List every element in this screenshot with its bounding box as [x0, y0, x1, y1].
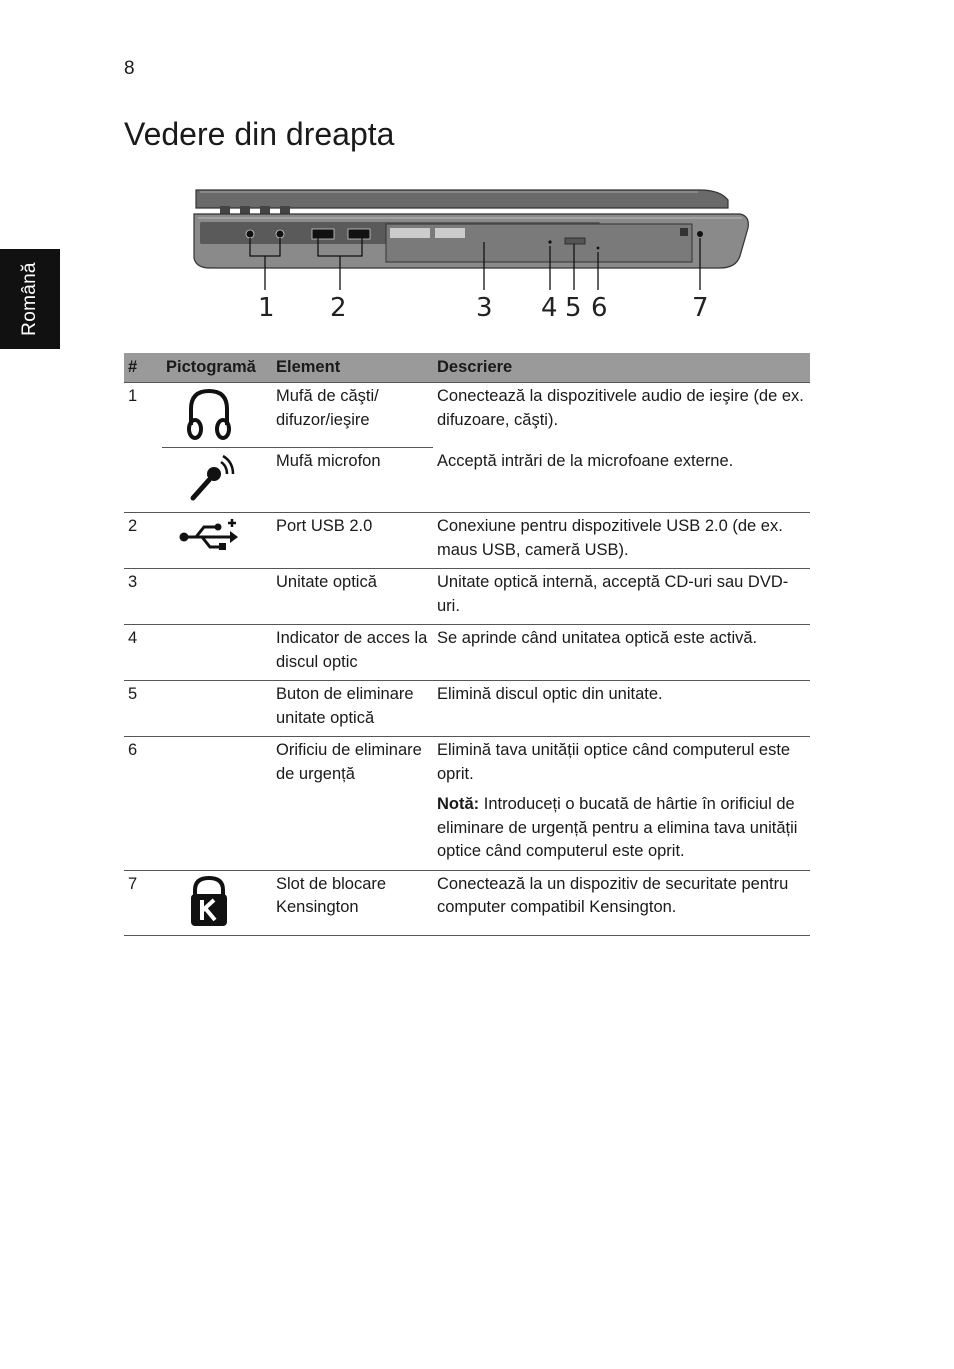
microphone-icon [174, 450, 244, 506]
row-note [437, 793, 806, 864]
row-element: Unitate optică [272, 569, 433, 625]
row-num: 7 [124, 870, 162, 935]
language-tab-label: Română [19, 262, 40, 336]
row-description-cell [433, 737, 810, 871]
language-tab [0, 249, 60, 349]
row-element: Slot de blocare Kensington [272, 870, 433, 935]
row-element: Mufă microfon [272, 448, 433, 513]
row-description: Elimină tava unității optice când computerul este oprit. [437, 741, 791, 783]
callout-6: 6 [591, 293, 608, 323]
header-num: # [124, 353, 162, 383]
table-header-row [124, 353, 810, 383]
callout-4: 4 [541, 293, 558, 323]
row-num [124, 448, 162, 513]
row-element: Orificiu de eliminare de urgență [272, 737, 433, 871]
row-num: 6 [124, 737, 162, 871]
row-description: Conexiune pentru dispozitivele USB 2.0 (de ex. maus USB, cameră USB). [433, 513, 810, 569]
row-description: Conectează la un dispozitiv de securitate pentru computer compatibil Kensington. [433, 870, 810, 935]
row-element: Mufă de căşti/ difuzor/ieşire [272, 383, 433, 448]
row-description: Acceptă intrări de la microfoane externe. [433, 448, 810, 513]
callout-2: 2 [330, 293, 347, 323]
row-description: Unitate optică internă, acceptă CD-uri sau DVD-uri. [433, 569, 810, 625]
headphones-icon [174, 385, 244, 441]
callout-7: 7 [692, 293, 709, 323]
table-row [124, 383, 810, 448]
row-description: Conectează la dispozitivele audio de ieşire (de ex. difuzoare, căşti). [437, 387, 804, 429]
row-element: Port USB 2.0 [272, 513, 433, 569]
page-title: Vedere din dreapta [124, 116, 395, 152]
ports-table [124, 353, 810, 936]
row-num: 3 [124, 569, 162, 625]
table-row [124, 448, 810, 513]
row-element: Buton de eliminare unitate optică [272, 681, 433, 737]
table-row [124, 737, 810, 871]
note-label: Notă: [437, 795, 480, 813]
table-row [124, 513, 810, 569]
row-num: 2 [124, 513, 162, 569]
row-num: 4 [124, 625, 162, 681]
laptop-lid [196, 190, 728, 208]
row-num: 5 [124, 681, 162, 737]
kensington-lock-icon [174, 873, 244, 929]
optical-drive [386, 224, 692, 262]
callout-3: 3 [476, 293, 493, 323]
page-number: 8 [124, 58, 135, 79]
header-description: Descriere [433, 353, 810, 383]
callout-1: 1 [258, 293, 275, 323]
table-row [124, 681, 810, 737]
callout-5: 5 [565, 293, 582, 323]
row-description: Elimină discul optic din unitate. [433, 681, 810, 737]
usb-icon [174, 515, 244, 555]
row-num: 1 [128, 387, 138, 405]
table-row [124, 625, 810, 681]
laptop-right-side-figure [180, 178, 770, 328]
header-icon: Pictogramă [162, 353, 272, 383]
row-description: Se aprinde când unitatea optică este activă. [433, 625, 810, 681]
header-element: Element [272, 353, 433, 383]
table-row [124, 870, 810, 935]
row-element: Indicator de acces la discul optic [272, 625, 433, 681]
table-row [124, 569, 810, 625]
note-text: Introduceți o bucată de hârtie în orificiul de eliminare de urgență pentru a elimina tava unității optice când computerul este oprit. [437, 795, 798, 860]
